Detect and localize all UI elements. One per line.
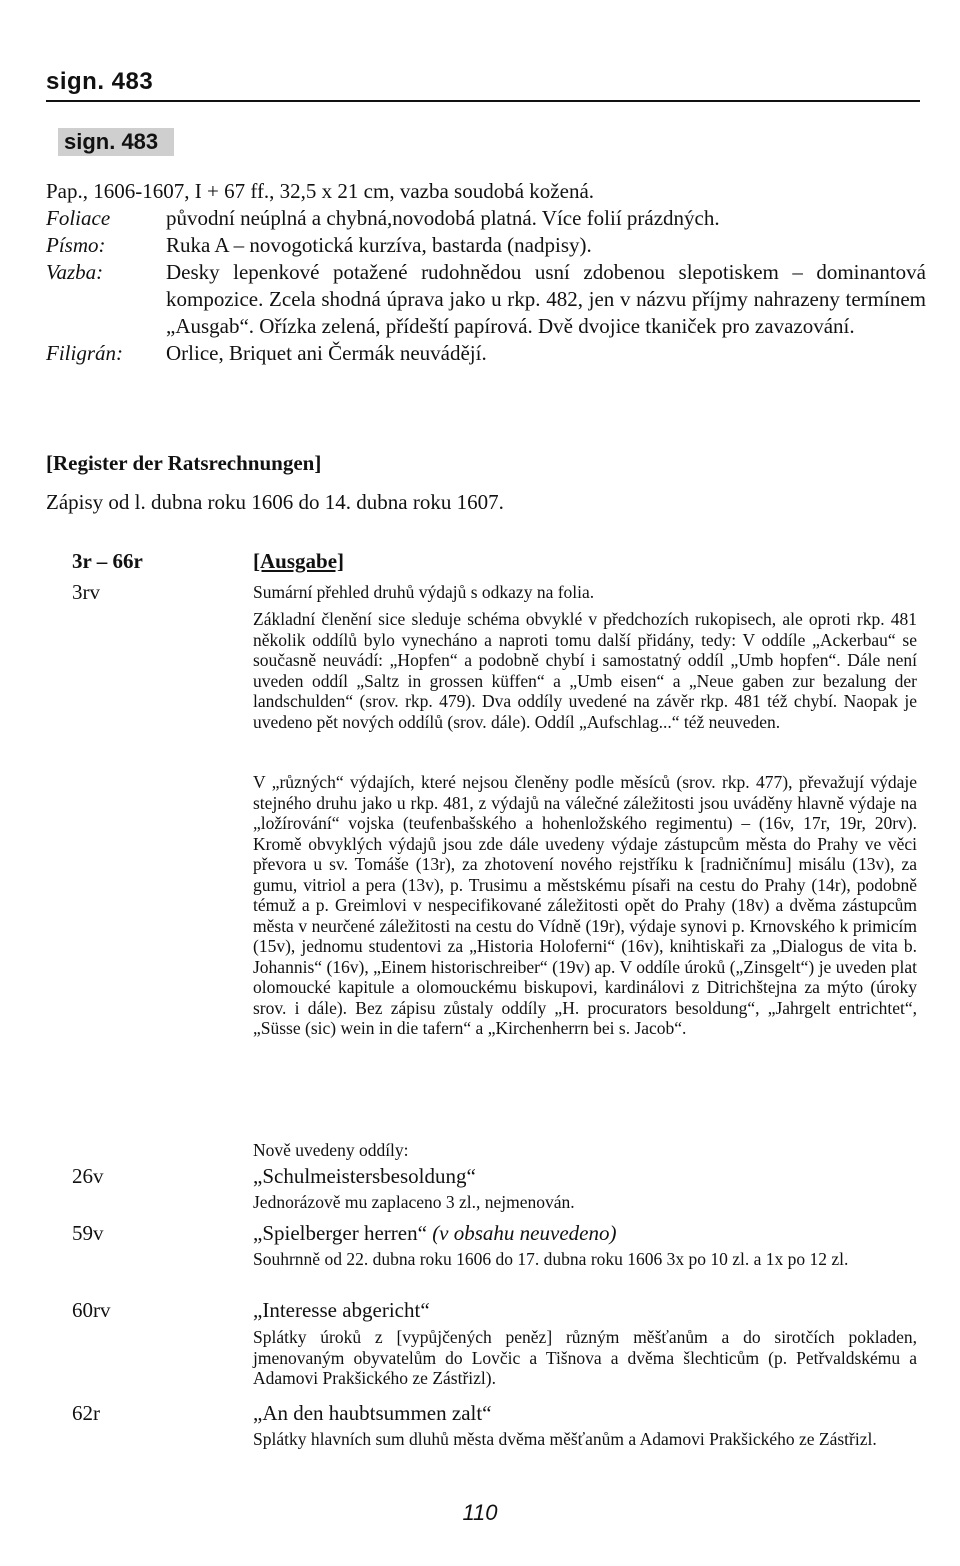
description-intro: Pap., 1606-1607, I + 67 ff., 32,5 x 21 cm, vazba soudobá kožená. (46, 179, 595, 203)
summary-text: Sumární přehled druhů výdajů s odkazy na folia. (253, 582, 595, 602)
description-key: Foliace (46, 206, 111, 230)
description-value: Desky lepenkové potažené rudohnědou usní zdobenou slepotiskem – dominantová kompozice. Zcela shodná úprava jako u rkp. 482, jen v názvu příjmy nahrazeny termínem „Ausgab“. Ořízka zelená, přídeští papírová. Dvě dvojice tkaniček pro zavazování. (166, 260, 926, 338)
signature-label: sign. 483 (58, 128, 174, 156)
description-row-filigran (46, 340, 926, 367)
paragraph-structure: Základní členění sice sleduje schéma obvyklé v předchozích rukopisech, ale oproti rkp. 481 několik oddílů bylo vynecháno a naproti tomu další přidány, tedy: V oddíle „Ackerbau“ se současně neuvádí: „Hopfen“ a podobně chybí i samostatný oddíl „Umb hopfen“. Dále není uveden oddíl „Saltz in grossen küffen“ a „Umb eisen“ a „Neue gaben zur bezalung der landschulden“ (srov. rkp. 479). Dva oddíly uvedené na závěr rkp. 481 též chybí. Naopak je uvedeno pět nových oddílů (srov. dále). Oddíl „Aufschlag...“ též neuveden. (253, 609, 917, 732)
description-value: Ruka A – novogotická kurzíva, bastarda (nadpisy). (166, 233, 592, 257)
folio-62r: 62r (72, 1401, 100, 1425)
physical-description (46, 178, 926, 367)
section-title-note: (v obsahu neuvedeno) (432, 1221, 617, 1245)
description-key: Písmo: (46, 233, 106, 257)
section-title-spielberger (253, 1220, 616, 1247)
folio-59v: 59v (72, 1221, 104, 1245)
running-head: sign. 483 (46, 68, 154, 95)
description-value: původní neúplná a chybná,novodobá platná. Více folií prázdných. (166, 206, 720, 230)
description-row-foliace (46, 205, 926, 232)
section-title-text: „Spielberger herren“ (253, 1221, 427, 1245)
section-text-schulmeister: Jednorázově mu zaplaceno 3 zl., nejmenován. (253, 1192, 575, 1212)
description-key: Vazba: (46, 260, 104, 284)
paragraph-expenses: V „různých“ výdajích, které nejsou členěny podle měsíců (srov. rkp. 477), převažují výdaje stejného druhu jako u rkp. 481, z výdajů na válečné záležitosti jsou uváděny hlavně výdaje na „ložírování“ vojska (teufenbašského a hohenložského regimentu) – (16v, 17r, 19r, 20rv). Kromě obvyklých výdajů jsou zde dále uvedeny výdaje zástupcům města do Prahy ve věci převora u sv. Tomáše (13r), za zhotovení nového rejstříku k [radničnímu] misálu (13v), za gumu, vitriol a pera (13v), p. Trusimu a městskému písaři na cestu do Prahy (14r), podobně témuž a p. Greimlovi v nespecifikované záležitosti opět do Prahy (18v) a dvěma zástupcům města v neurčené záležitosti na cestu do Vídně (19r), výdaje synovi p. Krnovského k primicím (15v), jednomu studentovi za „Historia Holoferni“ (16v), knihtiskaři za „Dialogus de vita b. Johannis“ (16v), „Einem historischreiber“ (19v) ap. V oddíle úroků („Zinsgelt“) je uveden plat olomoucké kapitule a olomouckému biskupovi, kardinálovi z Ditrichštejna za mýto (úroky srov. i dále). Bez zápisu zůstaly oddíly „H. procurators besoldung“, „Jahrgelt entrichtet“, „Süsse (sic) wein in die tafern“ a „Kirchenherrn bei s. Jacob“. (253, 772, 917, 1038)
description-row-vazba (46, 259, 926, 340)
section-text-spielberger: Souhrnně od 22. dubna roku 1606 do 17. dubna roku 1606 3x po 10 zl. a 1x po 12 zl. (253, 1249, 849, 1269)
section-title-schulmeister: „Schulmeistersbesoldung“ (253, 1164, 476, 1188)
folio-26v: 26v (72, 1164, 104, 1188)
description-row-pismo (46, 232, 926, 259)
section-title-haubtsummen: „An den haubtsummen zalt“ (253, 1401, 492, 1425)
folio-range-main: 3r – 66r (72, 549, 143, 573)
section-title-ausgabe: [Ausgabe] (253, 549, 345, 573)
page-number: 110 (462, 1500, 498, 1525)
folio-3rv: 3rv (72, 580, 100, 604)
section-text-interesse: Splátky úroků z [vypůjčených peněz] různým měšťanům a do sirotčích pokladen, jmenovaným obyvatelům do Lovčic a Tišnova a dvěma šlechticům (p. Petřvaldskému a Adamovi Prakšického ze Zástřizl). (253, 1327, 917, 1388)
register-title: [Register der Ratsrechnungen] (46, 451, 322, 475)
description-value: Orlice, Briquet ani Čermák neuvádějí. (166, 341, 487, 365)
folio-60rv: 60rv (72, 1298, 111, 1322)
section-text-haubtsummen: Splátky hlavních sum dluhů města dvěma měšťanům a Adamovi Prakšického ze Zástřizl. (253, 1429, 877, 1449)
register-date-range: Zápisy od l. dubna roku 1606 do 14. dubna roku 1607. (46, 490, 504, 514)
header-rule (46, 100, 920, 102)
description-key: Filigrán: (46, 341, 123, 365)
section-title-interesse: „Interesse abgericht“ (253, 1298, 430, 1322)
new-sections-label: Nově uvedeny oddíly: (253, 1140, 409, 1160)
